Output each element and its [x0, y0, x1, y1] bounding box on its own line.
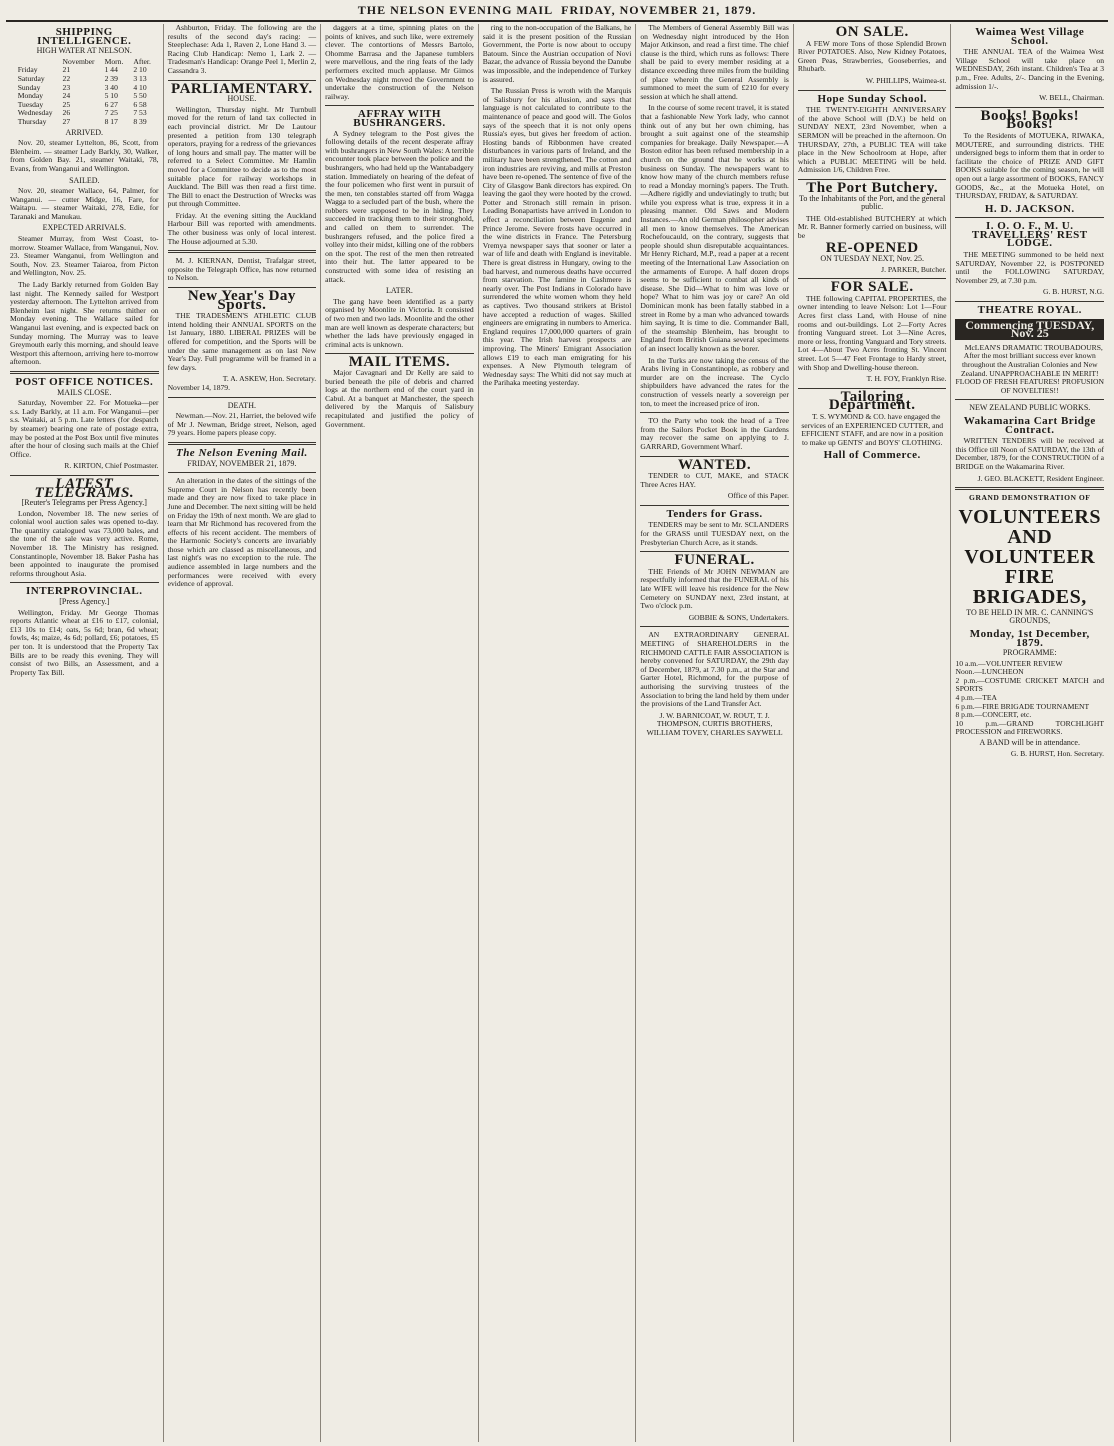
arrived-text: Nov. 20, steamer Lyttelton, 86, Scott, from Blenheim. — steamer Lady Barkly, 30, Walker, from Golden Bay. 21, steamer Waitaki, 78, Evans, from Wanganui and Wellington. — [10, 138, 159, 173]
post-signature: R. KIRTON, Chief Postmaster. — [64, 461, 159, 471]
for-sale-text: THE following CAPITAL PROPERTIES, the owner intending to leave Nelson: Lot 1—Four Acres first class Land, with House of nine rooms and out-buildings. Lot 2—Forty Acres fronting Vanguard street. Lot 3—Nine Acres, more or less, fronting Vanguard and Tory streets. Lot 4—About Two Acres fronting St. Vincent street. Lot 5—47 Feet Frontage to Hardy street, with Shop and Dwelling-house thereon. — [797, 293, 947, 372]
tide-header-cell: November — [62, 56, 95, 66]
grass-text: TENDERS may be sent to Mr. SCLANDERS for the GRASS until TUESDAY next, on the Presbyterian Church Acre, as it stands. — [640, 520, 789, 547]
interprovincial-text: Wellington, Friday. Mr George Thomas reports Atlantic wheat at £16 to £17, colonial, £13 10s to £14; oats, 5s 6d; bran, 6d wheat; fowls, 4s; maize, 4s 6d; pollard, £6; potatoes, £5 per ton. It is understood that the Property Tax Bills are to be ready this evening. They will consist of two Bills, an Assessment, and a Property Tax Bill. — [10, 607, 159, 677]
sports-heading: New Year's Day Sports. — [187, 288, 296, 313]
meeting-notice: AN EXTRAORDINARY GENERAL MEETING of SHAREHOLDERS in the RICHMOND CATTLE FAIR ASSOCIATION is hereby convened for SATURDAY, the 29th day of December, 1879, at 7.30 p.m., at the Star and Garter Hotel, Richmond, for the purpose of authorising the surviving trustees of the Association to bring the land held by them under the provisions of the Land Transfer Act. — [640, 630, 789, 709]
tide-cell: 21 — [62, 65, 71, 75]
tide-cell: 26 — [62, 108, 71, 118]
meeting-names: J. W. BARNICOAT, W. ROUT, T. J. THOMPSON, CURTIS BROTHERS, WILLIAM TOVEY, CHARLES SAYWELL — [646, 710, 783, 737]
post-heading: POST OFFICE NOTICES. — [15, 375, 154, 388]
tide-cell: 7 53 — [133, 108, 147, 118]
books-signature: H. D. JACKSON. — [984, 202, 1075, 215]
column-2 — [164, 24, 322, 1442]
divider — [955, 399, 1104, 400]
divider — [955, 487, 1104, 490]
tide-cell: 6 27 — [104, 99, 118, 109]
tide-cell: 5 50 — [133, 91, 147, 101]
divider — [168, 472, 317, 473]
programme-item: 10 p.m.—GRAND TORCHLIGHT PROCESSION and FIREWORKS. — [955, 718, 1105, 737]
funeral-signature: GOBBIE & SONS, Undertakers. — [688, 612, 789, 622]
wanted-signature: Office of this Paper. — [727, 491, 789, 501]
tide-cell: 2 10 — [133, 65, 147, 75]
waimea-heading: Waimea West Village School. — [975, 26, 1085, 47]
demonstration-venue: TO BE HELD IN MR. C. CANNING'S GROUNDS, — [966, 607, 1094, 626]
tide-row — [13, 118, 156, 127]
demonstration-band: A BAND will be in attendance. — [979, 738, 1080, 748]
leader-text: An alteration in the dates of the sittings of the Supreme Court in Nelson has recently been made and they are now fixed to take place in June and December. The next sitting will be held on Friday the 19th of next month. We are glad to learn that Mr Richmond has recovered from the effects of his recent accident. The members of the Harmonic Society's concerts are invariably those which are classed as miscellaneous, and last night's was no exception to the rule. The audience assembled in large numbers and the performances were received with every evidence of approval. — [167, 476, 317, 589]
divider — [168, 250, 317, 253]
bushrangers-heading: AFFRAY WITH BUSHRANGERS. — [353, 108, 446, 129]
later-heading: LATER. — [386, 286, 413, 296]
programme-item: 6 p.m.—FIRE BRIGADE TOURNAMENT — [955, 701, 1090, 711]
oddfellows-signature: G. B. HURST, N.G. — [1043, 287, 1105, 297]
tide-cell: 7 25 — [104, 108, 118, 118]
column-1 — [6, 24, 164, 1442]
demonstration-signature: G. B. HURST, Hon. Secretary. — [1010, 748, 1105, 758]
russia-text: ring to the non-occupation of the Balkans, he said it is the present position of the Russian Government, the Porte is now about to occupy Batoum. Since the Austrian occupation of Novi Bazar, the advance of Russia beyond the Danube was impossible, and the independence of Turkey is assured. — [482, 24, 632, 84]
miscellany-text: In the course of some recent travel, it is stated that a fashionable New York lady, who cannot think out of any but her own chiming, has brought a suit against one of the steamship companies for breakage. Daily Newspaper.—A Boston editor has been refused membership in a church on the ground that he works at his business on Sunday. The newspapers want to know how many of the church members refuse to read a Monday morning's papers. The Truth.—Adhere rigidly and undeviatingly to truth; but while you express what is true, express it in a pleasing manner. Old Saws and Modern Instances.—An old German philosopher advises all men to know themselves. The American Rochefoucauld, on the contrary, suggests that people should shun disreputable acquaintances. Mr Henry Richard, M.P., read a paper at a recent meeting of the International Law Association on the armaments of Europe. A half dozen drops seems to be sufficient to combat all kinds of disease. She Did—What to him was love or hope? What to him was joy or care? An old Dominican monk has been fatally stabbed in a street in Rome by a man who advanced towards him saying, It is time to die. Commander Ball, of the steamship Blenheim, has brought to England from British Guiana several specimens of an insect locally known as the borer. — [640, 103, 789, 353]
programme-heading: PROGRAMME: — [1002, 648, 1057, 658]
for-sale-signature: T. H. FOY, Franklyn Rise. — [866, 374, 947, 384]
tide-cell: 22 — [62, 73, 71, 83]
programme-item: 4 p.m.—TEA — [955, 693, 998, 703]
tide-cell: 8 17 — [104, 116, 118, 126]
column-3 — [321, 24, 479, 1442]
column-7 — [951, 24, 1108, 1442]
racing-results: Ashburton, Friday. The following are the results of the second day's racing: — Steeplechase: Ada 1, Raven 2, Lone Hand 3. — Racing Club Handicap: Nemo 1, Lark 2. — Tradesman's Handicap: Orange Peel 1, Merlin 2, Cassandra 3. — [167, 24, 317, 75]
tide-cell: 3 13 — [133, 73, 147, 83]
tide-cell: Friday — [17, 65, 38, 75]
tide-cell: 5 10 — [104, 91, 118, 101]
butchery-date: ON TUESDAY NEXT, Nov. 25. — [820, 254, 925, 264]
divider — [640, 626, 789, 627]
butchery-heading: The Port Butchery. — [806, 179, 939, 196]
tailoring-text: T. S. WYMOND & CO. have engaged the services of an EXPERIENCED CUTTER, and EFFICIENT STAFF, and are now in a position to make up GENTS' and BOYS' CLOTHING. — [801, 411, 944, 447]
post-text: Saturday, November 22. For Motueka—per s.s. Lady Barkly, at 11 a.m. For Wanganui—per s.s. Waitaki, at 5 p.m. Late letters (for despatch by steamer) bearing one rate of postage extra, may be posted at the Post Box until five minutes after the hour of closing such mails at the Chief Office. — [10, 398, 159, 459]
divider — [955, 217, 1104, 218]
programme-item: 2 p.m.—COSTUME CRICKET MATCH and SPORTS — [955, 675, 1105, 694]
theatre-heading: THEATRE ROYAL. — [977, 304, 1082, 317]
masthead-title: THE NELSON EVENING MAIL — [357, 2, 554, 17]
parliament-heading: PARLIAMENTARY. — [171, 80, 313, 97]
column-6 — [794, 24, 952, 1442]
wanted-text: TENDER to CUT, MAKE, and STACK Three Acres HAY. — [640, 471, 789, 489]
circus-text: daggers at a time, spinning plates on the points of knives, and such like, were extremely clever. The contortions of Messrs Bartolo, Ohomme Barrasa and the Japanese tumblers were marvellous, and the ring feats of the lady performers excited much applause. Mr Gimos on Wednesday night moved the Government to undertake the construction of the Nelson railway. — [325, 24, 474, 101]
tide-cell: Thursday — [17, 116, 47, 126]
bushrangers-text: A Sydney telegram to the Post gives the following details of the recent desperate affray with bushrangers in New South Wales: A terrible encounter took place between the police and the bushrangers, who had held up the Wantabadgery station. Immediately on hearing of the defeat of the four policemen who first went in pursuit of the men, ten constables started off from Wagga Wagga to a secluded part of the bush, where the robbers were supposed to be in hiding. They succeeded in tracking them to their stronghold, and called on them to surrender. The bushrangers refused, and the police fired a volley into their midst, killing one of the robbers on the spot. The rest of the men then retreated into their hut. The latter appeared to be constructed with some idea of resisting an attack. — [325, 128, 474, 284]
tide-cell: Sunday — [17, 82, 41, 92]
sailed-text: Nov. 20, steamer Wallace, 64, Palmer, for Wanganui. — cutter Midge, 16, Fare, for Waitapu. — steamer Waitaki, 278, Edie, for Taranaki and Manukau. — [10, 186, 159, 221]
dentist-advert: M. J. KIERNAN, Dentist, Trafalgar street, opposite the Telegraph Office, has now returned to Nelson. — [167, 256, 317, 283]
books-text: To the Residents of MOTUEKA, RIWAKA, MOUTERE, and surrounding districts. THE undersigned begs to inform them that in order to facilitate the choice of PRIZE AND GIFT BOOKS suitable for the coming season, he will open out a large assortment of BOOKS, FANCY GOODS, &c., at the Motueka Hotel, on THURSDAY, FRIDAY, & SATURDAY. — [955, 130, 1105, 201]
assembly-bill-text: The Members of General Assembly Bill was on Wednesday night introduced by the Hon Major Atkinson, and read a first time. The chief clause is the third, which runs as follows: There shall be paid to every member residing at a distance exceeding three miles from the building of place wherein the General Assembly is summoned to meet the sum of £210 for every session at which he shall attend. — [640, 24, 789, 101]
masthead — [6, 0, 1108, 22]
oddfellows-text: THE MEETING summoned to be held next SATURDAY, November 22, is POSTPONED until the FOLLOWING SATURDAY, November 29, at 7.30 p.m. — [955, 250, 1105, 285]
tide-cell: 24 — [62, 91, 71, 101]
public-works-heading: NEW ZEALAND PUBLIC WORKS. — [969, 403, 1091, 413]
tide-table — [13, 58, 156, 127]
mail-items-heading: MAIL ITEMS. — [348, 354, 451, 371]
sailed-heading: SAILED. — [69, 175, 100, 185]
public-works-signature: J. GEO. BLACKETT, Resident Engineer. — [977, 473, 1105, 483]
for-sale-heading: FOR SALE. — [830, 279, 914, 296]
public-works-text: WRITTEN TENDERS will be received at this Office till Noon of SATURDAY, the 13th of December, 1879, for the CONSTRUCTION of a BRIDGE on the Wakamarina River. — [955, 436, 1105, 471]
tide-cell: Wednesday — [17, 108, 53, 118]
theatre-date: Commencing TUESDAY, Nov. 25 — [955, 319, 1104, 340]
paper-date: FRIDAY, NOVEMBER 21, 1879. — [187, 458, 297, 468]
programme-list — [955, 660, 1104, 737]
butchery-signature: J. PARKER, Butcher. — [881, 264, 947, 274]
on-sale-heading: ON SALE. — [835, 24, 909, 40]
funeral-text: THE Friends of Mr JOHN NEWMAN are respectfully informed that the FUNERAL of his late WIFE will leave his residence for the New Cemetery on SUNDAY next, 23rd instant, at Two o'clock p.m. — [640, 566, 789, 611]
oddfellows-heading: I. O. O. F., M. U. TRAVELLERS' REST LODGE. — [971, 220, 1088, 250]
tide-cell: 3 40 — [104, 82, 118, 92]
divider — [10, 582, 159, 583]
books-heading: Books! Books! Books! — [980, 107, 1080, 133]
tailoring-signature: Hall of Commerce. — [823, 449, 921, 462]
telegrams-heading: LATEST TELEGRAMS. — [34, 475, 135, 501]
shipping-news: The Lady Barkly returned from Golden Bay last night. The Kennedy sailed for Westport yesterday afternoon. The Lyttelton arrived from Blenheim last night. She returns thither on Monday evening. The Wallace sailed for Wanganui last evening, and is expected back on Sunday morning. The Murray was to leave Greymouth early this morning, and should leave Westport this afternoon, arriving here to-morrow afternoon. — [10, 280, 159, 367]
programme-item: 8 p.m.—CONCERT, etc. — [955, 710, 1032, 720]
divider — [168, 442, 317, 445]
divider — [325, 105, 474, 106]
mail-items-text: Major Cavagnari and Dr Kelly are said to buried beneath the pile of debris and charred logs at the northern end of the court yard in Cabul. At a banquet at Manchester, the speech delivered by the Marquis of Salisbury recapitulated and justified the policy of Government. — [325, 367, 474, 429]
waimea-signature: W. BELL, Chairman. — [1039, 93, 1105, 103]
tide-cell: 6 58 — [133, 99, 147, 109]
divider — [168, 397, 317, 398]
programme-item: 10 a.m.—VOLUNTEER REVIEW — [955, 658, 1063, 668]
masthead-date: FRIDAY, NOVEMBER 21, 1879. — [561, 2, 757, 17]
tide-header-cell: After. — [133, 56, 151, 66]
grass-heading: Tenders for Grass. — [666, 507, 763, 520]
arrived-heading: ARRIVED. — [65, 127, 104, 137]
general-news-text: The Russian Press is wroth with the Marquis of Salisbury for his allusion, and says that language is not calculated to contribute to the maintenance of peace and good will. The Golos says of the speech that it is not only opens Russia's eyes, but gives her freedom of action. Hosting bands of Ribbonmen have created disturbances in various parts of Ireland, and the military have been strengthened. The cotton and iron industries are reviving, and mills at Preston have been re-opened. The sentence of five of the City of Glasgow Bank directors has expired. On leaving the gaol they were hooted by the crowd. Potter and Stronach still remain in prison. Leading Bonapartists have arrived in London to effect a reconciliation between Eugenie and Prince Jerome. Severe frosts have occurred in the wine districts in France. The Petersburg Vremya newspaper says that sooner or later a war of life and death with England is inevitable. There is great distress in Hungary, owing to the bad harvest, and numerous deaths have occurred from starvation. The famine in Cashmere is nearly over. The Post Indians in Colorado have surrendered the white women whom they held as captives. Two thousand strikers at Bristol have accepted a reduction of wages. Skilled engineers are emigrating in numbers to America. England requires 17,000,000 quarters of grain this year. The Irish harvest prospects are improving. The Miners' Emigrant Association allows £19 to each man emigrating for his expenses. A New Plymouth telegram of Wednesday says: The Whiti did not say much at the Parihaka meeting yesterday. — [482, 86, 632, 388]
later-text: The gang have been identified as a party organised by Moonlite in Victoria. It consisted of two men and two lads. Moonlite and the other man are well known as desperate characters; but whether the lads have previously engaged in criminal acts is unknown. — [325, 296, 474, 349]
programme-item: Noon.—LUNCHEON — [955, 667, 1024, 677]
butchery-text: THE Old-established BUTCHERY at which Mr. R. Banner formerly carried on business, will be — [797, 213, 947, 240]
tide-cell: 27 — [62, 116, 71, 126]
death-heading: DEATH. — [227, 400, 256, 410]
tide-cell: 1 44 — [104, 65, 118, 75]
demonstration-date: Monday, 1st December, 1879. — [969, 627, 1090, 649]
tailoring-heading: Tailoring Department. — [828, 388, 916, 414]
public-works-sub: Wakamarina Cart Bridge Contract. — [963, 414, 1096, 436]
column-5 — [636, 24, 794, 1442]
tide-header-cell: Morn. — [104, 56, 124, 66]
sports-date: November 14, 1879. — [167, 382, 231, 392]
sports-signature: T. A. ASKEW, Hon. Secretary. — [222, 374, 317, 384]
death-notice: Newman.—Nov. 21, Harriet, the beloved wife of Mr J. Newman, Bridge street, Nelson, aged 79 years. Home papers please copy. — [167, 411, 317, 438]
tide-cell: 23 — [62, 82, 71, 92]
wanted-heading: WANTED. — [678, 456, 752, 473]
hope-school-heading: Hope Sunday School. — [817, 92, 927, 105]
tide-cell: 2 39 — [104, 73, 118, 83]
tide-cell: 4 10 — [133, 82, 147, 92]
column-4 — [479, 24, 637, 1442]
funeral-heading: FUNERAL. — [674, 552, 755, 569]
expected-text: Steamer Murray, from West Coast, to-morrow. Steamer Wallace, from Wanganui, Nov. 23. Steamer Wanganui, from Wellington and South, Nov. 23. Steamer Taiaroa, from Picton and Wellington, Nov. 25. — [10, 234, 159, 278]
divider — [10, 371, 159, 374]
demonstration-title: VOLUNTEERS AND VOLUNTEER FIRE BRIGADES, — [958, 505, 1101, 608]
demonstration-heading: GRAND DEMONSTRATION OF — [969, 493, 1091, 503]
expected-heading: EXPECTED ARRIVALS. — [42, 223, 126, 233]
columns — [6, 24, 1108, 1442]
turkey-text: In the Turks are now taking the census of the Arabs living in Constantinople, as robbery and murder are on the increase. The Cyclo shipbuilders have advanced the rates for the construction of vessels nearly a sovereign per ton, to meet the increased price of iron. — [640, 355, 789, 408]
tide-body — [13, 66, 156, 126]
house-text: Wellington, Thursday night. Mr Turnbull moved for the return of land tax collected in each provincial district. Mr De Lautour presented a petition from 130 telegraph operators, praying for a redress of the grievances of long hours and small pay. The matter will be referred to a Select Committee. Mr Hamlin moved for a Committee to decide as to the most suitable place for railway workshops in Auckland. The Bill was then read a first time. The Bill to enact the Destruction of Wrecks was put through Committee. — [167, 104, 317, 209]
divider — [955, 301, 1104, 302]
divider — [640, 505, 789, 506]
tide-cell: Saturday — [17, 73, 45, 83]
tide-cell: Monday — [17, 91, 43, 101]
telegrams-text: London, November 18. The new series of colonial wool auction sales was opened to-day. The quantity catalogued was 73,000 bales, and the tone of the sale was very active. Rome, November 18. The Ministry has resigned. Constantinople, November 18. Baker Pasha has been appointed to inaugurate the promised reforms throughout Asia. — [10, 508, 159, 578]
tide-cell: 8 39 — [133, 116, 147, 126]
on-sale-text: A FEW more Tons of those Splendid Brown River POTATOES. Also, New Kidney Potatoes, Green Peas, Strawberries, Gooseberries, and Rhubarb. — [797, 38, 947, 74]
telegrams-sub: [Reuter's Telegrams per Press Agency.] — [21, 498, 147, 508]
tide-cell: 25 — [62, 99, 71, 109]
mails-close-heading: MAILS CLOSE. — [57, 387, 112, 397]
on-sale-signature: W. PHILLIPS, Waimea-st. — [865, 75, 947, 85]
paper-title: The Nelson Evening Mail. — [175, 446, 308, 459]
lost-notice: TO the Party who took the head of a Tree from the Sailors Pocket Book in the Gardens may recover the same on applying to J. GARRARD, Government Wharf. — [640, 416, 789, 451]
divider — [640, 412, 789, 413]
waimea-text: THE ANNUAL TEA of the Waimea West Village School will take place on WEDNESDAY, 26th instant. Children's Tea at 3 p.m., Free. Adults, 2/-. Dancing in the Evening, admission 1/-. — [955, 47, 1105, 91]
tide-cell: Tuesday — [17, 99, 44, 109]
butchery-sub: To the Inhabitants of the Port, and the general public. — [799, 193, 946, 212]
friday-sitting-text: Friday. At the evening sitting the Auckland Harbour Bill was reported with amendments. The other business was only of local interest. The House adjourned at 5.30. — [167, 210, 317, 246]
butchery-reopened: RE-OPENED — [825, 240, 919, 257]
divider — [798, 90, 947, 91]
sports-advert: THE TRADESMEN'S ATHLETIC CLUB intend holding their ANNUAL SPORTS on the 1st January, 1880. LIBERAL PRIZES will be offered for competition, and the Sports will be under the same management as on last New Year's Day. Full programme will be framed in a few days. — [167, 311, 317, 372]
interprovincial-heading: INTERPROVINCIAL. — [26, 585, 143, 598]
shipping-heading: SHIPPING INTELLIGENCE. — [37, 26, 132, 47]
interprovincial-sub: [Press Agency.] — [59, 597, 110, 607]
high-water-heading: HIGH WATER AT NELSON. — [36, 46, 132, 56]
house-heading: HOUSE. — [227, 94, 257, 104]
hope-school-text: THE TWENTY-EIGHTH ANNIVERSARY of the above School will (D.V.) be held on SUNDAY NEXT, 23rd November, when a SERMON will be preached in the afternoon. On THURSDAY, 27th, a PUBLIC TEA will take place in the New Schoolroom at Hope, after which a PUBLIC MEETING will be held. Admission 1/6, Children Free. — [797, 105, 947, 175]
theatre-text: McLEAN'S DRAMATIC TROUBADOURS, After the most brilliant success ever known throughout the Australian Colonies and New Zealand. UNAPPROACHABLE IN MERIT! FLOOD OF FRESH FEATURES! PROFUSION OF NOVELTIES!! — [955, 342, 1105, 395]
